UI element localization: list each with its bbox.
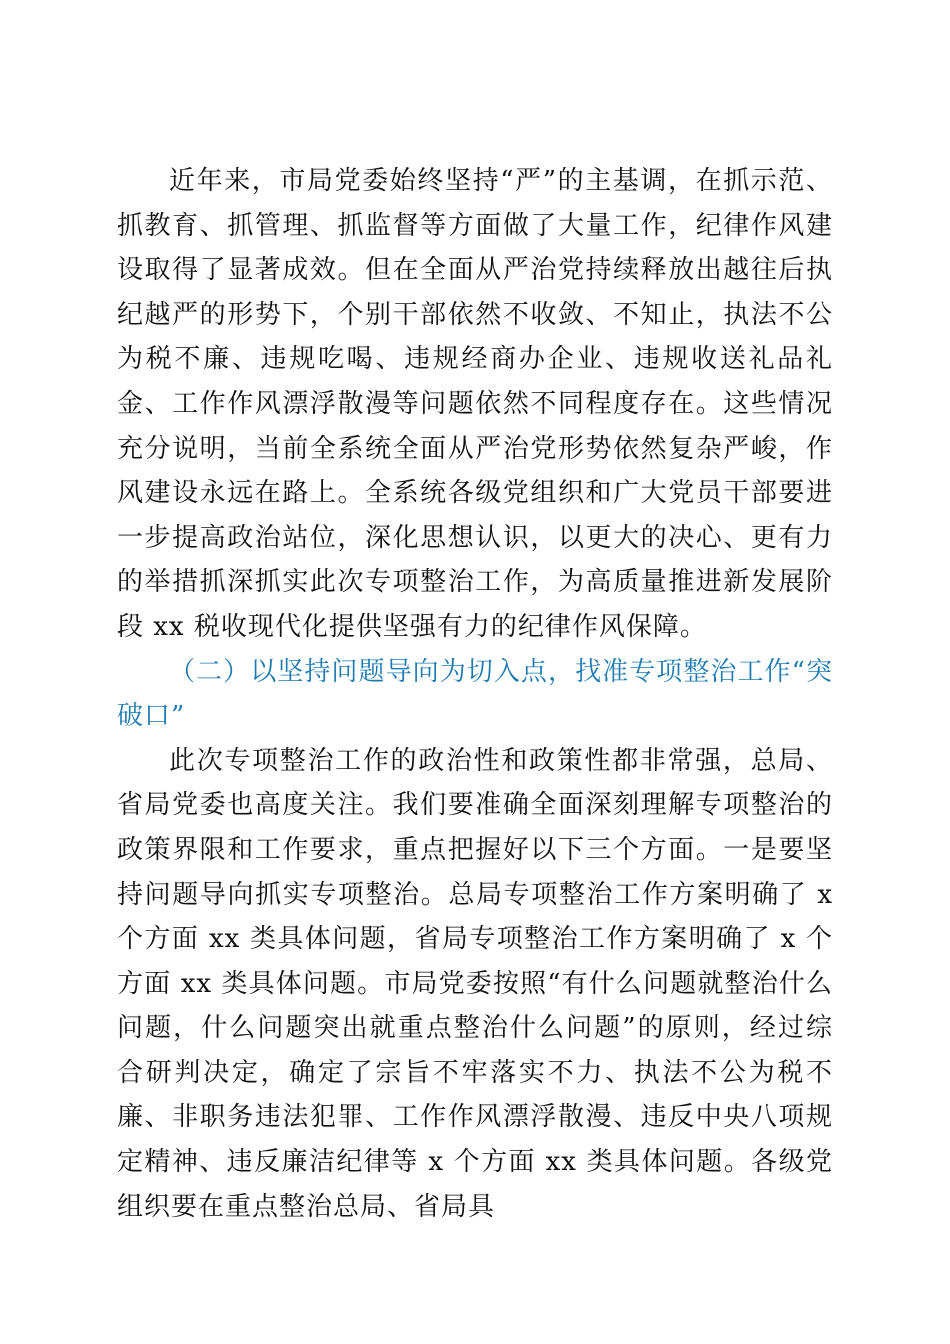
- section-heading: （二）以坚持问题导向为切入点，找准专项整治工作“突破口”: [117, 656, 833, 732]
- body-paragraph: 近年来，市局党委始终坚持“严”的主基调，在抓示范、抓教育、抓管理、抓监督等方面做了大量工作，纪律作风建设取得了显著成效。但在全面从严治党持续释放出越往后执纪越严的形势下，个别干部依然不收敛、不知止，执法不公为税不廉、违规吃喝、违规经商办企业、违规收送礼品礼金、工作作风漂浮散漫等问题依然不同程度存在。这些情况充分说明，当前全系统全面从严治党形势依然复杂严峻，作风建设永远在路上。全系统各级党组织和广大党员干部要进一步提高政治站位，深化思想认识，以更大的决心、更有力的举措抓深抓实此次专项整治工作，为高质量推进新发展阶段 xx 税收现代化提供坚强有力的纪律作风保障。: [117, 166, 833, 642]
- body-paragraph: 此次专项整治工作的政治性和政策性都非常强，总局、省局党委也高度关注。我们要准确全面深刻理解专项整治的政策界限和工作要求，重点把握好以下三个方面。一是要坚持问题导向抓实专项整治。总局专项整治工作方案明确了 x 个方面 xx 类具体问题，省局专项整治工作方案明确了 x 个方面 xx 类具体问题。市局党委按照“有什么问题就整治什么问题，什么问题突出就重点整治什么问题”的原则，经过综合研判决定，确定了宗旨不牢落实不力、执法不公为税不廉、非职务违法犯罪、工作作风漂浮散漫、违反中央八项规定精神、违反廉洁纪律等 x 个方面 xx 类具体问题。各级党组织要在重点整治总局、省局具: [117, 745, 833, 1222]
- document-body: [117, 159, 833, 1229]
